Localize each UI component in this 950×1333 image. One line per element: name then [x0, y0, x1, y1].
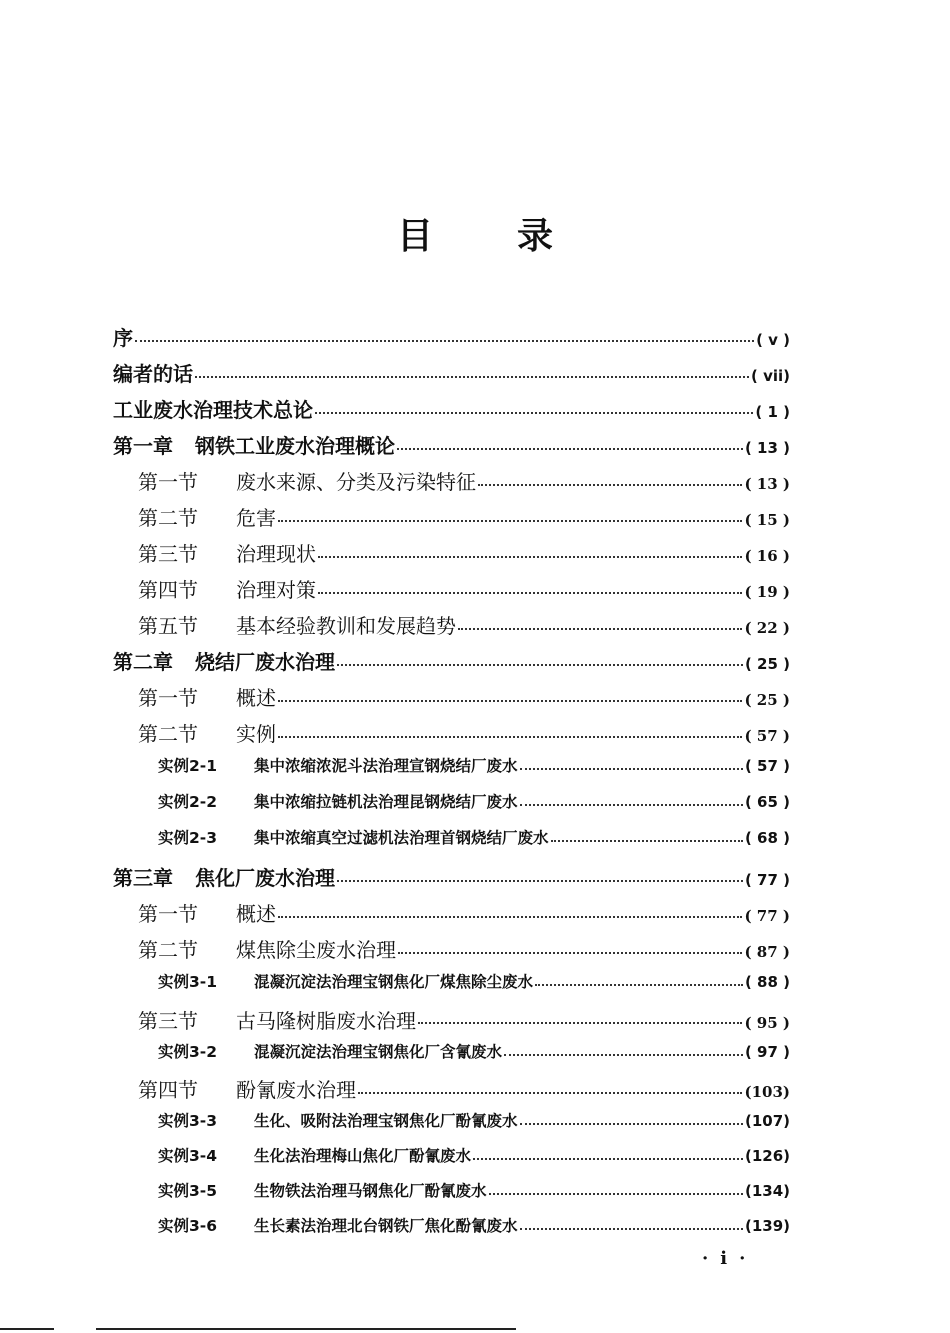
toc-entry[interactable] — [158, 1109, 790, 1131]
toc-entry[interactable] — [113, 862, 790, 891]
toc-entry-number: 实例2-3 — [158, 829, 218, 847]
toc-entry-title: 治理现状 — [236, 542, 316, 566]
toc-entry[interactable] — [158, 970, 790, 992]
toc-entry-title: 危害 — [236, 506, 276, 530]
toc-entry-label — [138, 610, 456, 639]
toc-leader-dots — [504, 1054, 743, 1056]
toc-leader-dots — [397, 448, 743, 450]
toc-entry-page: ( vii) — [751, 367, 790, 385]
toc-entry-label — [138, 718, 276, 747]
toc-entry-label — [138, 1074, 356, 1103]
toc-leader-dots — [520, 804, 743, 806]
toc-entry-title: 集中浓缩真空过滤机法治理首钢烧结厂废水 — [254, 829, 549, 847]
toc-entry-title: 生物铁法治理马钢焦化厂酚氰废水 — [254, 1181, 487, 1200]
toc-entry-title: 生化法治理梅山焦化厂酚氰废水 — [254, 1147, 472, 1165]
toc-entry-number: 实例3-2 — [158, 1042, 218, 1061]
toc-entry-page: ( 97 ) — [744, 1042, 790, 1061]
toc-entry-page: ( 68 ) — [744, 829, 790, 847]
toc-entry-page: ( 16 ) — [744, 547, 790, 565]
toc-leader-dots — [195, 376, 749, 378]
toc-entry-title: 生长素法治理北台钢铁厂焦化酚氰废水 — [254, 1216, 518, 1235]
toc-leader-dots — [520, 1228, 743, 1230]
toc-entry[interactable] — [158, 1040, 790, 1062]
toc-entry-page: ( 22 ) — [744, 619, 790, 637]
toc-entry-page: (103) — [744, 1083, 790, 1102]
toc-leader-dots — [473, 1158, 743, 1160]
toc-leader-dots — [337, 664, 743, 666]
toc-entry-number: 实例3-6 — [158, 1216, 218, 1235]
toc-entry-title: 集中浓缩拉链机法治理昆钢烧结厂废水 — [254, 793, 518, 811]
toc-entry-title: 工业废水治理技术总论 — [113, 398, 313, 422]
toc-entry-page: ( 57 ) — [744, 727, 790, 745]
toc-entry-title: 基本经验教训和发展趋势 — [236, 614, 456, 638]
toc-entry-label — [113, 646, 335, 675]
toc-leader-dots — [318, 592, 742, 594]
toc-entry-number: 第一章 — [113, 434, 173, 458]
toc-entry-label — [113, 358, 193, 387]
toc-entry-label — [138, 502, 276, 531]
toc-leader-dots — [278, 700, 742, 702]
toc-entry-label — [158, 1109, 518, 1131]
toc-entry-title: 煤焦除尘废水治理 — [236, 938, 396, 962]
toc-entry[interactable] — [158, 1214, 790, 1236]
toc-entry[interactable] — [158, 790, 790, 812]
toc-entry-page: ( 25 ) — [744, 691, 790, 709]
toc-leader-dots — [337, 880, 743, 882]
toc-entry-number: 第三章 — [113, 866, 173, 890]
toc-entry[interactable] — [113, 430, 790, 459]
toc-entry[interactable] — [113, 394, 790, 423]
toc-entry-title: 烧结厂废水治理 — [195, 650, 335, 674]
toc-entry-title: 生化、吸附法治理宝钢焦化厂酚氰废水 — [254, 1112, 518, 1131]
toc-entry-title: 实例 — [236, 722, 276, 746]
toc-entry-title: 焦化厂废水治理 — [195, 866, 335, 890]
toc-leader-dots — [535, 984, 743, 986]
toc-entry-page: (134) — [744, 1181, 790, 1200]
toc-entry-title: 集中浓缩浓泥斗法治理宣钢烧结厂废水 — [254, 757, 518, 775]
toc-entry-label — [138, 466, 476, 495]
toc-entry[interactable] — [138, 934, 790, 963]
toc-entry-label — [138, 682, 276, 711]
toc-leader-dots — [278, 916, 742, 918]
toc-entry[interactable] — [138, 682, 790, 711]
toc-entry-page: (139) — [744, 1216, 790, 1235]
toc-entry-page: ( 15 ) — [744, 511, 790, 529]
toc-entry-label — [138, 538, 316, 567]
toc-entry-page: ( 57 ) — [744, 757, 790, 775]
toc-entry[interactable] — [138, 466, 790, 495]
toc-entry[interactable] — [138, 898, 790, 927]
toc-entry-number: 第二章 — [113, 650, 173, 674]
toc-entry-number: 第一节 — [138, 470, 198, 494]
toc-entry-page: ( 95 ) — [744, 1013, 790, 1032]
toc-entry-label — [138, 574, 316, 603]
toc-entry-page: ( 13 ) — [744, 439, 790, 457]
toc-leader-dots — [520, 768, 743, 770]
toc-entry-number: 实例2-2 — [158, 793, 218, 811]
toc-entry-label — [158, 1214, 518, 1236]
toc-entry-label — [158, 1179, 487, 1201]
toc-entry[interactable] — [138, 1005, 790, 1034]
toc-entry-number: 实例3-1 — [158, 973, 218, 991]
toc-entry-label — [158, 970, 533, 992]
toc-entry-title: 治理对策 — [236, 578, 316, 602]
toc-entry[interactable] — [113, 322, 790, 351]
toc-entry-label — [158, 826, 549, 848]
toc-entry-page: ( v ) — [756, 331, 790, 349]
toc-entry-label — [113, 322, 133, 351]
toc-entry[interactable] — [138, 718, 790, 747]
toc-entry-number: 第二节 — [138, 506, 198, 530]
toc-entry-number: 实例3-4 — [158, 1147, 218, 1165]
toc-entry-page: ( 88 ) — [744, 973, 790, 991]
toc-entry-page: ( 1 ) — [755, 403, 790, 421]
toc-leader-dots — [135, 340, 754, 342]
toc-entry-number: 第四节 — [138, 1078, 198, 1103]
toc-leader-dots — [358, 1092, 742, 1094]
toc-entry-page: ( 77 ) — [744, 871, 790, 889]
toc-entry-label — [138, 934, 396, 963]
toc-entry[interactable] — [158, 1144, 790, 1166]
toc-entry-number: 第三节 — [138, 542, 198, 566]
toc-leader-dots — [551, 840, 743, 842]
toc-entry-number: 第一节 — [138, 902, 198, 926]
toc-entry[interactable] — [158, 1179, 790, 1201]
toc-leader-dots — [318, 556, 742, 558]
toc-leader-dots — [418, 1022, 742, 1024]
toc-entry[interactable] — [138, 538, 790, 567]
toc-entry-page: (107) — [744, 1112, 790, 1131]
toc-entry-title: 序 — [113, 326, 133, 350]
toc-entry-page: ( 65 ) — [744, 793, 790, 811]
toc-entry-label — [113, 394, 313, 423]
toc-entry-title: 废水来源、分类及污染特征 — [236, 470, 476, 494]
toc-entry[interactable] — [158, 826, 790, 848]
toc-entry-title: 混凝沉淀法治理宝钢焦化厂煤焦除尘废水 — [254, 973, 534, 991]
toc-leader-dots — [278, 520, 742, 522]
toc-entry-label — [138, 1005, 416, 1034]
toc-entry-title: 混凝沉淀法治理宝钢焦化厂含氰废水 — [254, 1042, 503, 1061]
toc-entry-title: 编者的话 — [113, 362, 193, 386]
bottom-edge-line-right — [96, 1328, 516, 1330]
toc-entry-number: 第四节 — [138, 578, 198, 602]
toc-entry-number: 第二节 — [138, 938, 198, 962]
toc-entry[interactable] — [113, 646, 790, 675]
toc-entry-number: 实例3-5 — [158, 1181, 218, 1200]
page-title: 目录 — [396, 216, 637, 257]
toc-entry-label — [158, 1040, 502, 1062]
toc-entry-page: ( 13 ) — [744, 475, 790, 493]
toc-leader-dots — [278, 736, 742, 738]
toc-leader-dots — [489, 1193, 743, 1195]
toc-entry-number: 实例2-1 — [158, 757, 218, 775]
toc-entry-label — [113, 430, 395, 459]
toc-leader-dots — [315, 412, 753, 414]
toc-entry-label — [138, 898, 276, 927]
toc-leader-dots — [398, 952, 742, 954]
toc-entry-label — [158, 1144, 471, 1166]
toc-leader-dots — [520, 1123, 743, 1125]
toc-entry[interactable] — [158, 754, 790, 776]
toc-entry-number: 实例3-3 — [158, 1112, 218, 1131]
toc-entry-page: ( 25 ) — [744, 655, 790, 673]
toc-entry[interactable] — [138, 502, 790, 531]
page-number: ·i· — [702, 1248, 758, 1269]
toc-entry-title: 酚氰废水治理 — [236, 1078, 356, 1103]
toc-entry-page: (126) — [744, 1147, 790, 1165]
toc-entry-title: 钢铁工业废水治理概论 — [195, 434, 395, 458]
toc-entry[interactable] — [138, 574, 790, 603]
toc-entry-page: ( 87 ) — [744, 943, 790, 961]
toc-entry-number: 第二节 — [138, 722, 198, 746]
toc-entry-page: ( 77 ) — [744, 907, 790, 925]
toc-entry-number: 第一节 — [138, 686, 198, 710]
toc-entry-label — [113, 862, 335, 891]
toc-entry-title: 概述 — [236, 902, 276, 926]
toc-leader-dots — [478, 484, 742, 486]
bottom-edge-line-left — [0, 1328, 54, 1330]
toc-entry-page: ( 19 ) — [744, 583, 790, 601]
toc-entry[interactable] — [138, 1074, 790, 1103]
toc-entry-label — [158, 754, 518, 776]
toc-entry-title: 古马隆树脂废水治理 — [236, 1008, 416, 1033]
toc-leader-dots — [458, 628, 742, 630]
toc-entry-number: 第五节 — [138, 614, 198, 638]
toc-entry-number: 第三节 — [138, 1008, 198, 1033]
toc-entry[interactable] — [113, 358, 790, 387]
toc-entry-title: 概述 — [236, 686, 276, 710]
toc-entry[interactable] — [138, 610, 790, 639]
toc-entry-label — [158, 790, 518, 812]
